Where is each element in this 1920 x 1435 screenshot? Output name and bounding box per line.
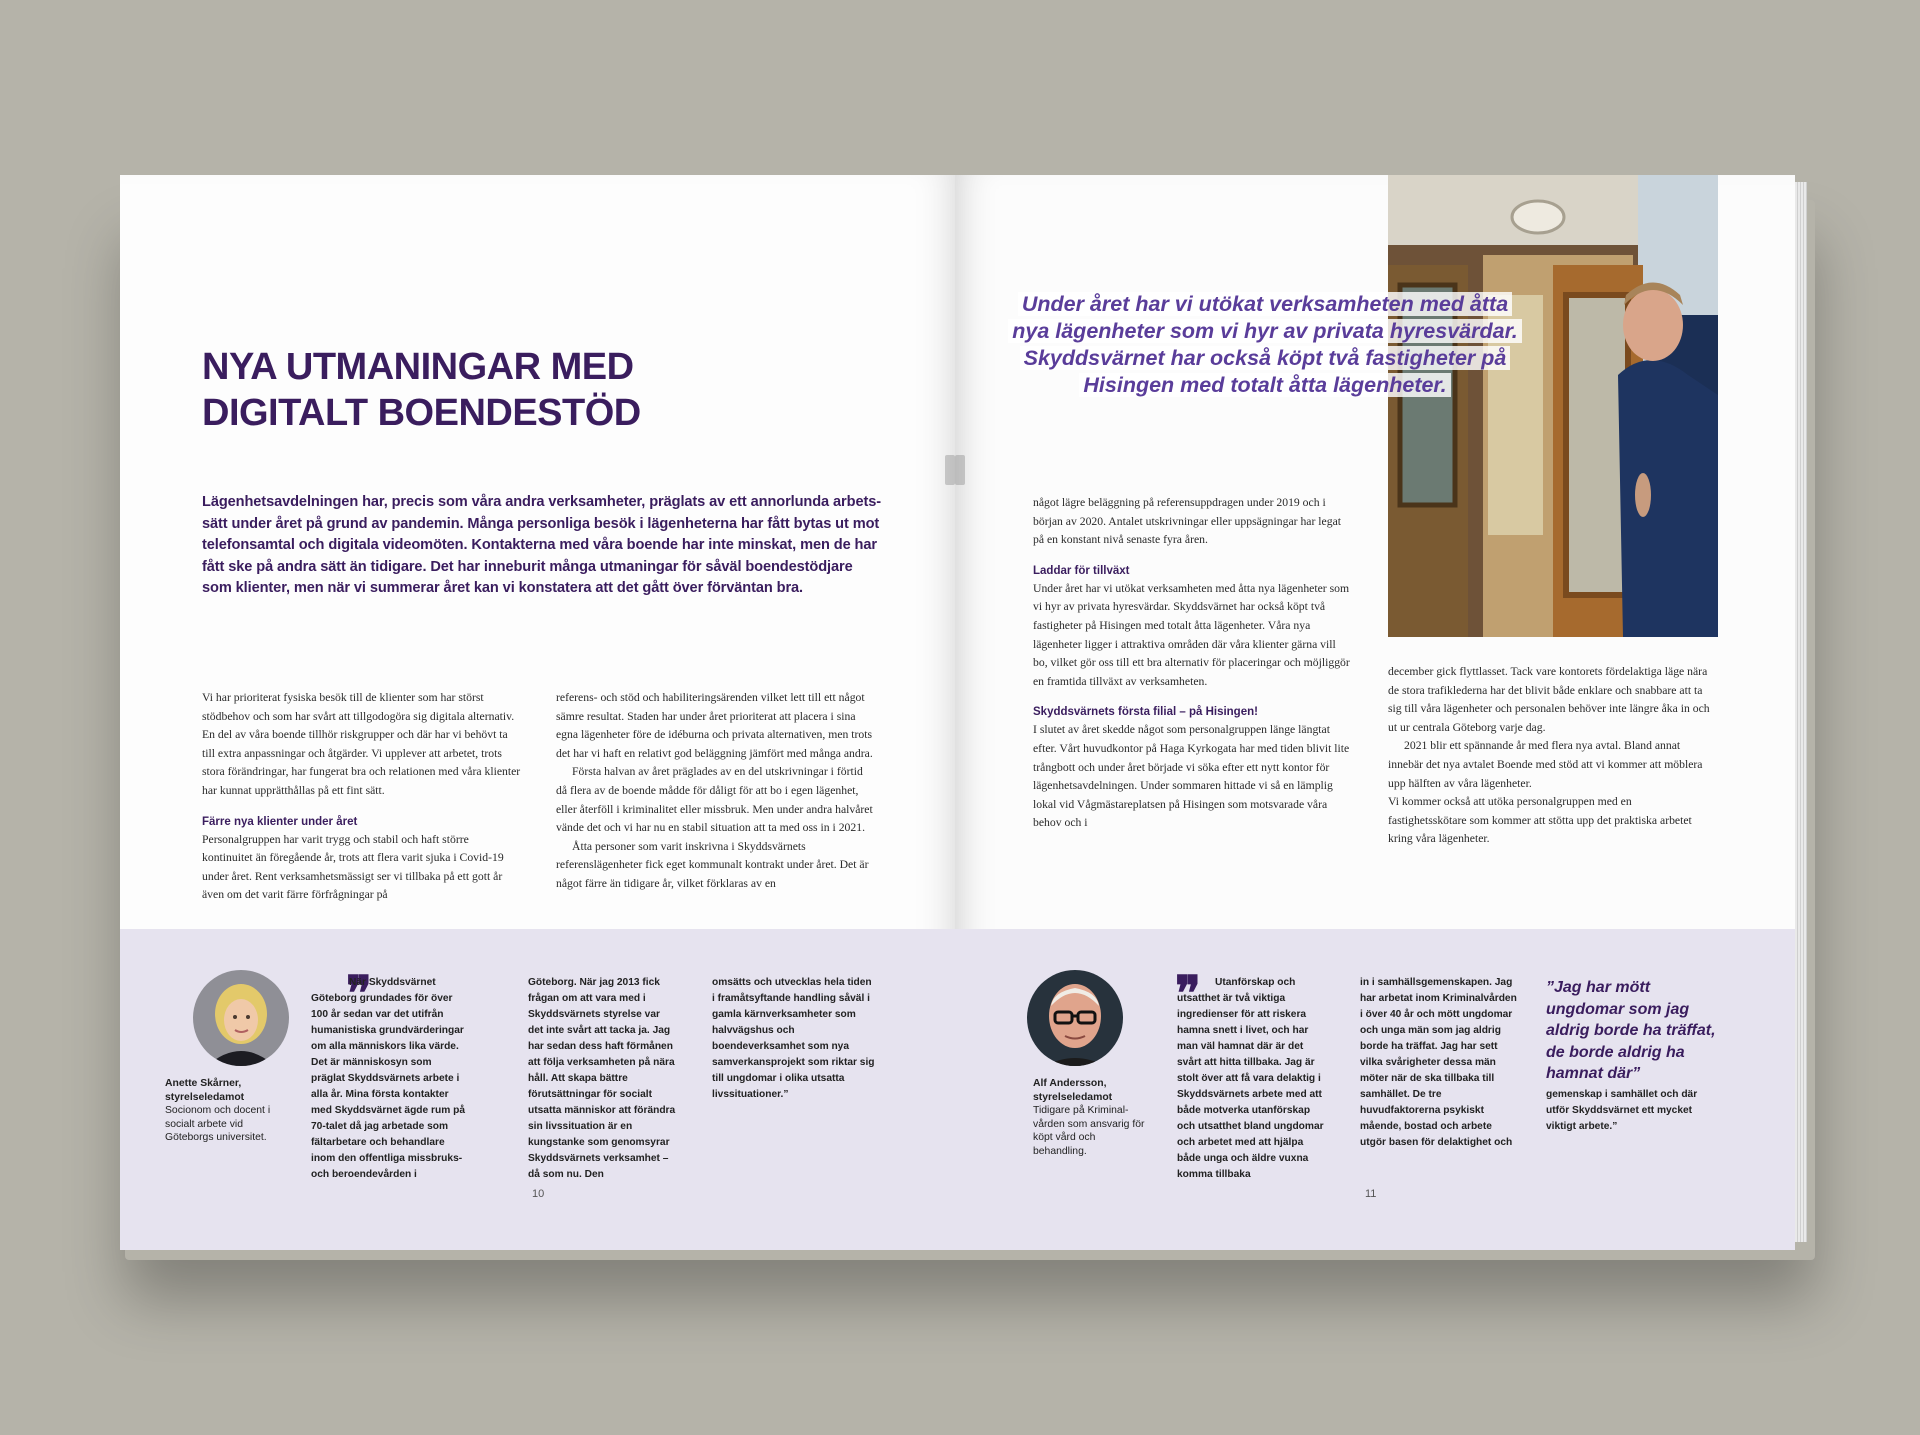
portrait-woman-icon xyxy=(193,970,289,1066)
paragraph: I slutet av året skedde något som personalgruppen länge längtat efter. Vårt huvudkontor på Haga Kyrkogata har med tiden blivit lite trångbott och under året började vi söka efter ett nytt kontor för lägenhetsavdelningen. Under sommaren hittade vi så en lämplig lokal vid Vågmästareplatsen på Hisingen som motsvarade våra behov och i xyxy=(1033,723,1350,830)
avatar-anette xyxy=(193,970,289,1066)
paragraph: Under året har vi utökat verksamheten med åtta nya lägenheter som vi hyr av privata hyresvärdar. Skyddsvärnet har också köpt två fastigheter på Hisingen med totalt åtta lägenheter. Våra nya lägenheter ligger i attraktiva områden där våra klienter gärna vill bo, vilket gör oss till ett bra alternativ för placeringar och möjliggör en framtida tillväxt av verksamheten. xyxy=(1033,581,1350,688)
quote-text: in i samhällsgemenskapen. Jag har arbetat inom Kriminalvården i över 40 år och mött ungdomar och unga män som jag aldrig borde ha träffat. Jag har sett vilka svårigheter dessa män möter när de ska tillbaka till samhället. De tre huvudfaktorerna psykiskt mående, bostad och arbete utgör basen för delaktighet och xyxy=(1360,977,1517,1148)
quote-column-3 xyxy=(712,975,877,1103)
pull-quote-line: nya lägenheter som vi hyr av privata hyresvärdar. xyxy=(1008,319,1522,343)
page-10 xyxy=(120,175,955,1250)
bio-role: styrelseledamot xyxy=(165,1091,245,1103)
body-column-2 xyxy=(556,689,876,894)
headline-line-1: NYA UTMANINGAR MED xyxy=(202,346,634,388)
quote-text: gemenskap i samhället och där utför Skyddsvärnet ett mycket viktigt arbete.” xyxy=(1546,1089,1698,1132)
pull-quote-line: Under året har vi utökat verksamheten med åtta xyxy=(1018,292,1512,316)
bio-name: Alf Andersson, xyxy=(1033,1078,1107,1089)
paragraph: 2021 blir ett spännande år med flera nya avtal. Bland annat innebär det nya avtalet Boende med stöd att vi kommer att möblera upp hälften av våra lägenheter. xyxy=(1388,739,1703,790)
portrait-man-icon xyxy=(1027,970,1123,1066)
lead-paragraph: Lägenhetsavdelningen har, precis som våra andra verksamheter, präglats av ett annorlunda arbetssätt under året på grund av pandemin. Många personliga besök i lägenheterna har fått bytas ut mot telefonsamtal och digitala videomöten. Kontakterna med våra boende har inte minskat, men de har fått ske på andra sätt än tidigare. Det har inneburit många utmaningar för såväl boendestödjare som klienter, men när vi summerar året kan vi konstatera att det gått över förväntan bra. xyxy=(202,494,882,596)
big-quote: ”Jag har mött ungdomar som jag aldrig borde ha träffat, de borde aldrig ha hamnat där” xyxy=(1546,979,1716,1082)
page-edges xyxy=(1795,182,1807,1242)
staple xyxy=(955,455,965,485)
article-headline xyxy=(202,345,762,436)
photo-man-at-door xyxy=(1388,175,1718,637)
pull-quote xyxy=(995,291,1535,399)
subheading: Skyddsvärnets första filial – på Hisingen! xyxy=(1033,706,1258,719)
quote-mark-icon: ❞ xyxy=(1175,968,1201,1021)
paragraph: Personalgruppen har varit trygg och stabil och haft större kontinuitet än föregående år, trots att flera varit sjuka i Covid-19 under året. Rent verksamhetsmässigt ser vi tillbaka på ett gott år även om det varit färre förfrågningar på xyxy=(202,832,504,902)
page-11 xyxy=(955,175,1795,1250)
quote-column-2 xyxy=(1360,975,1520,1151)
staple xyxy=(945,455,955,485)
quote-mark-icon: ❞ xyxy=(346,968,372,1021)
avatar-alf xyxy=(1027,970,1123,1066)
quote-text: När Skyddsvärnet Göteborg grundades för över 100 år sedan var det utifrån humanistiska grundvärderingar om alla människors lika värde. Det är människosyn som präglat Skyddsvärnets arbete i alla år. Mina första kontakter med Skyddsvärnet ägde rum på 70-talet då jag arbetade som fältarbetare och behandlare inom den offentliga missbruks- och beroendevården i xyxy=(311,977,465,1180)
door-photo-icon xyxy=(1388,175,1718,637)
pull-quote-line: Skyddsvärnet har också köpt två fastigheter på xyxy=(1020,346,1511,370)
headline-line-2: DIGITALT BOENDESTÖD xyxy=(202,391,641,434)
body-column-1 xyxy=(202,689,522,905)
bio-description: Tidigare på Kriminalvården som ansvarig för köpt vård och behandling. xyxy=(1033,1105,1145,1157)
paragraph: referens- och stöd och habiliteringsärenden vilket lett till ett något sämre resultat. Staden har under året prioriterat att placera i sina egna lägenheter före de idéburna och privata alternativen, men trots det har vi haft en relativt god beläggning jämfört med många andra. xyxy=(556,691,873,760)
quote-column-2 xyxy=(528,975,678,1183)
paragraph: december gick flyttlasset. Tack vare kontorets fördelaktiga läge nära de stora trafiklederna har det blivit både enklare och snabbare att ta sig till våra lägenheter och personalen behöver inte längre åka in och ut ur centrala Göteborg varje dag. xyxy=(1388,665,1710,734)
body-column-1 xyxy=(1033,494,1351,833)
quote-text: Utanförskap och utsatthet är två viktiga ingredienser för att riskera hamna snett i livet, och har man väl hamnat där är det svårt att hitta tillbaka. Jag är stolt över att få vara delaktig i Skyddsvärnets arbete med att både motverka utanförskap och utsatthet bland ungdomar och arbetet med att hjälpa både unga och äldre vuxna komma tillbaka xyxy=(1177,977,1324,1180)
quote-text: Göteborg. När jag 2013 fick frågan om att vara med i Skyddsvärnets styrelse var det inte svårt att tacka ja. Jag har sedan dess haft förmånen att följa verksamheten på nära håll. Att skapa bättre förutsättningar för socialt utsatta människor att förändra sin livssituation är en kungstanke som genomsyrar Skyddsvärnets verksamhet – då som nu. Den xyxy=(528,977,676,1180)
paragraph: Första halvan av året präglades av en del utskrivningar i förtid då flera av de boende mådde för dåligt för att bo i egen lägenhet, eller återföll i kriminalitet eller missbruk. Men under andra halvåret vände det och vi har nu en stabil situation att ta med oss in i 2021. xyxy=(556,765,873,835)
bio-alf xyxy=(1033,1077,1145,1159)
bio-role: styrelseledamot xyxy=(1033,1091,1113,1103)
quote-column-3 xyxy=(1546,1087,1711,1135)
paragraph: något lägre beläggning på referensuppdragen under 2019 och i början av 2020. Antalet utskrivningar eller uppsägningar har legat på en konstant nivå senaste fyra åren. xyxy=(1033,496,1342,547)
page-number: 10 xyxy=(532,1188,545,1200)
pull-quote-line: Hisingen med totalt åtta lägenheter. xyxy=(1079,373,1450,397)
paragraph: Åtta personer som varit inskrivna i Skyddsvärnets referenslägenheter fick eget kommunalt kontrakt under året. Det är något färre än tidigare år, vilket förklaras av en xyxy=(556,839,869,890)
bio-description: Socionom och docent i socialt arbete vid Göteborgs universitet. xyxy=(165,1105,271,1144)
page-number: 11 xyxy=(1365,1188,1377,1200)
subheading: Färre nya klienter under året xyxy=(202,815,358,828)
bio-name: Anette Skårner, xyxy=(165,1078,242,1089)
paragraph: Vi kommer också att utöka personalgruppen med en fastighetsskötare som kommer att stötta upp det praktiska arbetet kring våra lägenheter. xyxy=(1388,795,1692,846)
body-column-2 xyxy=(1388,663,1713,849)
quote-text: omsätts och utvecklas hela tiden i framåtsyftande handling såväl i gamla kärnverksamheter som halvvägshus och boendeverksamhet som nya samverkansprojekt som riktar sig till ungdomar i olika utsatta livssituationer.” xyxy=(712,977,875,1100)
paragraph: Vi har prioriterat fysiska besök till de klienter som har störst stödbehov och som har svårt att tillgodogöra sig digitala alternativ. En del av våra boende tillhör riskgrupper och där har vi behövt ta till extra anpassningar och åtgärder. Vi upplever att arbetet, trots stora förändringar, har fungerat bra och relationen med våra klienter har kunnat upprätthållas på ett fint sätt. xyxy=(202,691,521,797)
bio-anette xyxy=(165,1077,275,1145)
subheading: Laddar för tillväxt xyxy=(1033,564,1130,577)
quote-column-1 xyxy=(1175,968,1325,1183)
quote-column-1 xyxy=(311,968,466,1183)
